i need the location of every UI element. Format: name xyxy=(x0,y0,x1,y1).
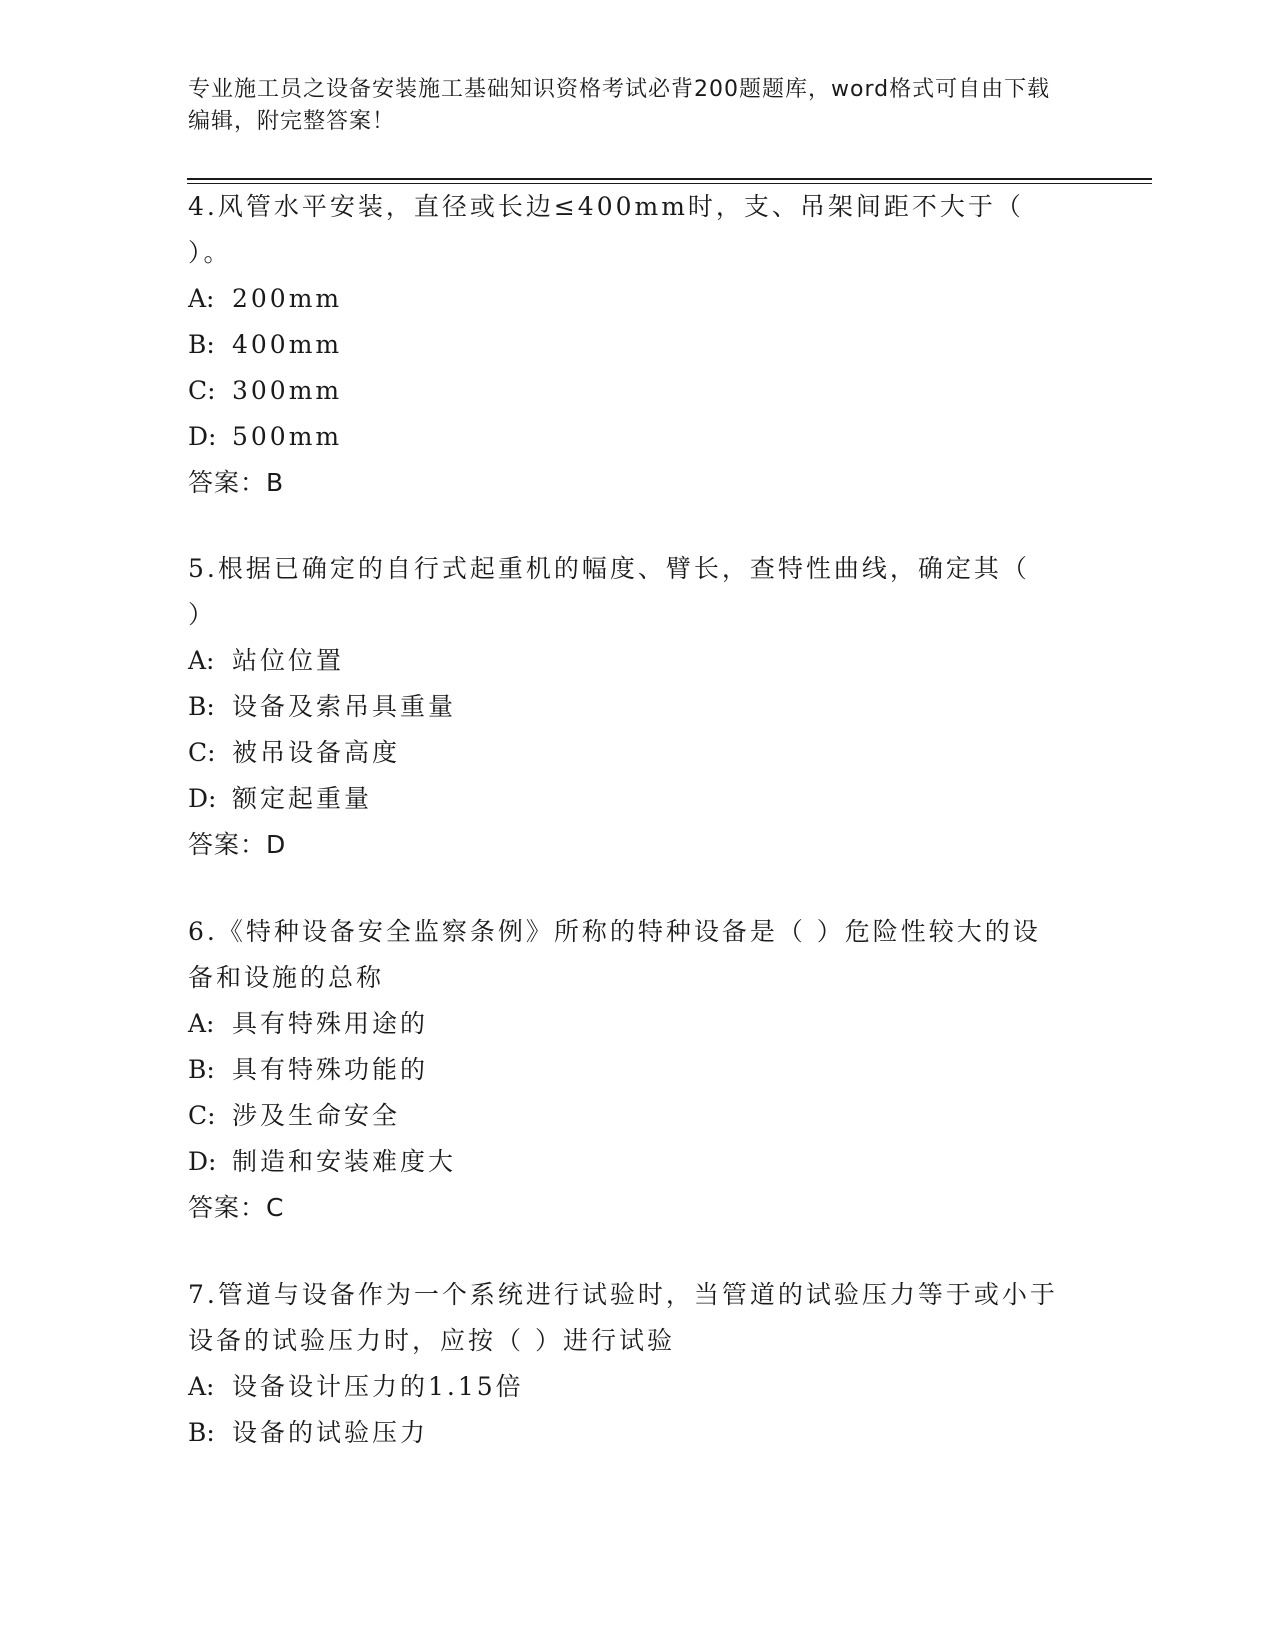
option-letter: B: xyxy=(188,1055,215,1084)
option-text: 站位位置 xyxy=(232,646,345,675)
option-letter: A: xyxy=(188,646,215,675)
option-b xyxy=(188,1047,1088,1093)
option-d xyxy=(188,1139,1088,1185)
option-letter: C: xyxy=(188,738,216,767)
option-d xyxy=(188,776,1088,822)
option-a xyxy=(188,276,1088,322)
option-letter: C: xyxy=(188,376,216,405)
option-text: 具有特殊用途的 xyxy=(232,1009,429,1038)
option-a xyxy=(188,638,1088,684)
document-header: 专业施工员之设备安装施工基础知识资格考试必背200题题库，word格式可自由下载编辑，附完整答案！ xyxy=(188,77,1051,134)
option-text: 500mm xyxy=(232,422,343,451)
option-letter: B: xyxy=(188,692,215,721)
option-text: 设备及索吊具重量 xyxy=(232,692,457,721)
option-text: 300mm xyxy=(232,376,343,405)
option-text: 制造和安装难度大 xyxy=(232,1147,457,1176)
option-text: 涉及生命安全 xyxy=(232,1101,401,1130)
option-letter: D: xyxy=(188,1147,217,1176)
option-text: 具有特殊功能的 xyxy=(232,1055,429,1084)
option-b xyxy=(188,1410,1088,1456)
option-b xyxy=(188,322,1088,368)
option-text: 400mm xyxy=(232,330,343,359)
option-text: 设备的试验压力 xyxy=(232,1418,429,1447)
question-6 xyxy=(188,909,1088,1231)
option-c xyxy=(188,368,1088,414)
option-text: 设备设计压力的1.15倍 xyxy=(232,1372,524,1401)
option-letter: B: xyxy=(188,330,215,359)
option-a xyxy=(188,1001,1088,1047)
option-a xyxy=(188,1364,1088,1410)
option-letter: D: xyxy=(188,422,217,451)
question-text: 4.风管水平安装，直径或长边≤400mm时，支、吊架间距不大于（ ）。 xyxy=(188,192,1024,267)
option-b xyxy=(188,684,1088,730)
question-7 xyxy=(188,1272,1088,1456)
option-text: 额定起重量 xyxy=(232,784,373,813)
question-4 xyxy=(188,184,1088,506)
answer: 答案：C xyxy=(188,1193,285,1222)
option-c xyxy=(188,1093,1088,1139)
question-text: 5.根据已确定的自行式起重机的幅度、臂长，查特性曲线，确定其（ ） xyxy=(188,554,1030,629)
question-text: 6.《特种设备安全监察条例》所称的特种设备是（ ）危险性较大的设备和设施的总称 xyxy=(188,917,1041,992)
option-letter: A: xyxy=(188,1009,215,1038)
header-rule-thick xyxy=(187,178,1152,180)
option-text: 被吊设备高度 xyxy=(232,738,401,767)
option-c xyxy=(188,730,1088,776)
question-5 xyxy=(188,546,1088,868)
question-text: 7.管道与设备作为一个系统进行试验时，当管道的试验压力等于或小于设备的试验压力时，应按（ ）进行试验 xyxy=(188,1280,1058,1355)
option-letter: D: xyxy=(188,784,217,813)
answer: 答案：D xyxy=(188,830,287,859)
option-letter: A: xyxy=(188,1372,215,1401)
option-text: 200mm xyxy=(232,284,343,313)
option-letter: C: xyxy=(188,1101,216,1130)
option-d xyxy=(188,414,1088,460)
option-letter: A: xyxy=(188,284,215,313)
option-letter: B: xyxy=(188,1418,215,1447)
answer: 答案：B xyxy=(188,468,285,497)
